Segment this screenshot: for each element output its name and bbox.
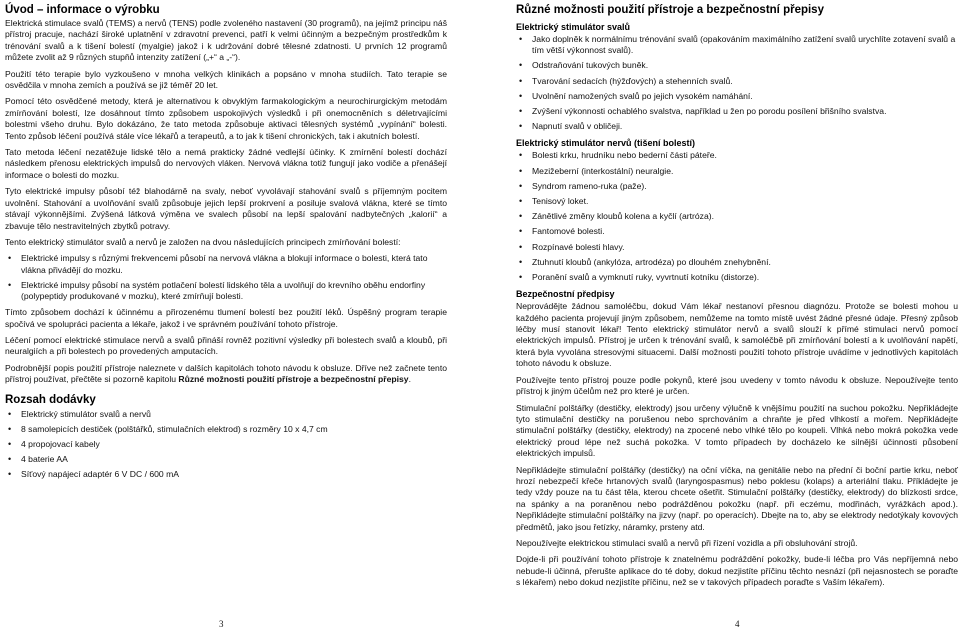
list-item [516,76,958,87]
nerve-item-6: Fantomové bolesti. [532,226,605,237]
list-item [516,272,958,283]
page-number-left: 3 [219,619,224,629]
list-item [5,439,447,450]
right-title: Různé možnosti použití přístroje a bezpečnostní přepisy [516,4,824,16]
nerve-item-4: Tenisový loket. [532,196,589,207]
detail-end: . [408,374,411,385]
bullet-icon: • [519,150,523,161]
safety-paragraph-4: Nepřikládejte stimulační polštářky (destičky) na oční víčka, na genitálie nebo na přední či boční partie krku, neboť hrozí nebezpečí křeče hrtanových svalů (laryngospasmus) nebo poklesu (kolaps) a arteriální tlaku. Příkládejte je tedy vždy pouze na tu část těla, kterou chcete ošetřit. Stimulační polštářky (destičky, elektrody) do blízkosti srdce, na spánky a na poraněnou nebo podrážděnou pokožku (např. při eczému, modřinách, vyrážkách apod.). Nepřikládejte stimulační polštářky na jizvy (např. po operacích). Dbejte na to, aby se elektrody nedotýkaly kovových předmětů, jako jsou řetízky, náramky, prsteny atd. [516,464,958,532]
muscle-item-4: Uvolnění namožených svalů po jejich vysokém namáhání. [532,90,753,101]
muscle-item-2: Odstraňování tukových buněk. [532,60,649,71]
bullet-icon: • [519,121,523,132]
intro-paragraph-2: Použití této terapie bylo vyzkoušeno v mnoha velkých klinikách a popsáno v mnoha studiích. Tato terapie se osvědčila v mnoha zemích a používá se již téměř 20 let. [5,68,447,91]
muscle-item-1: Jako doplněk k normálnímu trénování svalů (opakováním maximálního zatížení svalů urychlíte zotavení svalů a tím větší výkonnost svalů). [532,34,956,56]
list-item [516,196,958,207]
after-paragraph-1: Tímto způsobem dochází k účinnému a přirozenému tlumení bolestí bez použití léků. Úspěšný program terapie spočívá ve spolupráci pacienta a lékaře, jakož i ve správném používání tohoto přístroje. [5,307,447,329]
list-item [5,253,447,275]
bullet-icon: • [8,438,12,449]
bullet-icon: • [519,272,523,283]
list-item [5,280,447,302]
list-item [516,211,958,222]
muscle-item-3: Tvarování sedacích (hýžďových) a stehenních svalů. [532,75,733,86]
scope-item-5: Síťový napájecí adaptér 6 V DC / 600 mA [21,469,179,480]
muscle-list [516,34,958,132]
bullet-icon: • [519,196,523,207]
intro-paragraph-5: Tyto elektrické impulsy působí též blahodárně na svaly, neboť vyvolávají stahování svalů s příjemným pocitem uvolnění. Stahování a uvolňování svalů způsobuje jejich lepší prokrvení a posiluje svalová vlákna, které se tímto stávají výkonnějšími. Zvýšená látková výměna ve svalech působí na lepší spalování nadbytečných „kalorií“ a zbavuje tělo nestravitelných zbytků potravy. [5,186,447,231]
list-item [516,34,958,56]
bullet-icon: • [519,106,523,117]
detail-text: Podrobnější popis použití přístroje naleznete v dalších kapitolách tohoto návodu k obsluze. Dříve než začnete tento přístroj používat, přečtěte si pozorně kapitolu [5,362,447,385]
bullet-icon: • [8,454,12,465]
list-item [516,106,958,117]
principle-text-1: Elektrické impulsy s různými frekvencemi působí na nervová vlákna a blokují informace o bolesti, která tato vlákna přivádějí do mozku. [21,253,428,275]
principles-list [5,253,447,302]
bullet-icon: • [8,408,12,419]
principle-text-2: Elektrické impulsy působí na systém potlačení bolestí lidského těla a uvolňují do krevního oběhu endorfiny (polypeptidy produkované v mozku), které zmírňují bolesti. [21,279,426,301]
nerve-item-8: Ztuhnutí kloubů (ankylóza, artrodéza) po dlouhém znehybnění. [532,256,771,267]
right-column [516,0,958,594]
list-item [516,181,958,192]
list-item [5,469,447,480]
bullet-icon: • [8,279,12,290]
scope-item-3: 4 propojovací kabely [21,438,100,449]
detail-paragraph [5,363,447,386]
detail-bold-reference: Různé možnosti použití přístroje a bezpečnostní přepisy [178,374,409,385]
bullet-icon: • [8,469,12,480]
nerve-item-1: Bolesti krku, hrudníku nebo bederní části páteře. [532,150,717,161]
list-item [516,166,958,177]
bullet-icon: • [519,90,523,101]
bullet-icon: • [519,256,523,267]
bullet-icon: • [8,423,12,434]
list-item [516,121,958,132]
intro-paragraph-4: Tato metoda léčení nezatěžuje lidské tělo a nemá prakticky žádné vedlejší účinky. K zmírnění bolestí dochází následkem přenosu elektrických impulsů do nervových vláken. Nervová vlákna totiž fungují jako vodiče a přenášejí informace o bolesti do mozku. [5,147,447,180]
bullet-icon: • [519,180,523,191]
list-item [516,226,958,237]
safety-paragraph-5: Nepoužívejte elektrickou stimulaci svalů a nervů při řízení vozidla a při obsluhování strojů. [516,537,858,548]
muscle-stimulator-title: Elektrický stimulátor svalů [516,22,631,32]
list-item [516,257,958,268]
bullet-icon: • [519,60,523,71]
safety-paragraph-1: Neprovádějte žádnou samoléčbu, dokud Vám lékař nestanoví přesnou diagnózu. Protože se bolesti mohou u každého pacienta projevují jiným způsobem, nemůžeme na tomto místě uvést žádné přesné údaje. Přesný způsob léčby musí stanovit lékař! Tento elektrický stimulátor nervů a svalů slouží k přímé stimulaci nervů pomocí elektrických impulsů. Přístroj je určen k trénování svalů, k samoléčbě při zmírňování bolestí a k uvolňování napětí, která byla vyvolána stresovými situacemi. Další možnosti použití tohoto přístroje uvádíme v jednotlivých kapitolách tohoto návodu k obsluze. [516,301,958,369]
bullet-icon: • [519,75,523,86]
list-item [516,60,958,71]
scope-item-2: 8 samolepicích destiček (polštářků, stimulačních elektrod) s rozměry 10 x 4,7 cm [21,423,328,434]
nerve-item-7: Rozpínavé bolesti hlavy. [532,241,625,252]
list-item [5,454,447,465]
left-title: Úvod – informace o výrobku [5,4,160,16]
bullet-icon: • [519,165,523,176]
safety-title: Bezpečnostní předpisy [516,289,615,300]
safety-paragraph-6: Dojde-li při používání tohoto přístroje k znatelnému podráždění pokožky, bude-li léčba pro Vás nepříjemná nebo nebude-li účinná, přerušte aplikace do té doby, dokud nezjistíte příčinu těchto nesnází (při nejasnostech se poraďte s lékařem) nebo dokud nezjistíte příčinu, než se v takových případech poraďte s Vaším lékařem). [516,554,958,588]
scope-list [5,409,447,481]
intro-paragraph-1: Elektrická stimulace svalů (TEMS) a nervů (TENS) podle zvoleného nastavení (30 programů), na jejímž principu náš přístroj pracuje, nachází široké uplatnění v zdravotní prevenci, patří k velmi účinným a bezpečným prostředkům k trénování svalů a k tišení bolestí (myalgie) jakož i k udržování dobré tělesné zdatnosti. U prvních 12 programů můžete zvolit až 9 různých stupňů intenzity zatížení („+“ a „-“). [5,18,447,63]
list-item [516,242,958,253]
list-item [5,409,447,420]
nerve-item-2: Mezižeberní (interkostální) neuralgie. [532,165,674,176]
scope-title: Rozsah dodávky [5,393,96,406]
bullet-icon: • [519,226,523,237]
page-number-right: 4 [735,619,740,629]
muscle-item-6: Napnutí svalů v obličeji. [532,121,623,132]
intro-paragraph-6: Tento elektrický stimulátor svalů a nervů je založen na dvou následujících principech zmírňování bolestí: [5,236,401,247]
bullet-icon: • [519,211,523,222]
intro-paragraph-3: Pomocí této osvědčené metody, která je alternativou k obvyklým farmakologickým a neurochirurgickým metodám zmírňování bolestí, lze dosáhnout tímto způsobem uspokojivých výsledků i při onemocněních s déletrvajícími bolestmi všeho druhu. Bylo dokázáno, že tato metoda způsobuje aktivaci tělesných systémů „vypínání“ bolesti. Tento způsob léčení používá stále více lékařů a terapeutů, a to jak k tišení chronických, tak i akutních bolestí. [5,96,447,141]
scope-item-4: 4 baterie AA [21,454,68,465]
list-item [5,424,447,435]
left-column [5,0,447,486]
nerve-item-9: Poranění svalů a vymknutí ruky, vyvrtnutí kotníku (distorze). [532,272,760,283]
bullet-icon: • [8,253,12,264]
nerve-list [516,150,958,283]
muscle-item-5: Zvýšení výkonnosti ochablého svalstva, například u žen po porodu posílení břišního svalstva. [532,106,887,117]
list-item [516,150,958,161]
after-paragraph-2: Léčení pomocí elektrické stimulace nervů a svalů přináší rovněž pozitivní výsledky při bolestech svalů a kloubů, při neuralgiích a při bolestech po provedených amputacích. [5,334,447,357]
bullet-icon: • [519,34,523,44]
scope-item-1: Elektrický stimulátor svalů a nervů [21,408,151,419]
safety-paragraph-2: Používejte tento přístroj pouze podle pokynů, které jsou uvedeny v tomto návodu k obsluze. Nepoužívejte tento přístroj k jiným účelům než pro které je určen. [516,374,958,397]
bullet-icon: • [519,241,523,252]
safety-paragraph-3: Stimulační polštářky (destičky, elektrody) jsou určeny výlučně k vnějšímu použití na suchou pokožku. Nepřikládejte tyto stimulační destičky na porušenou nebo sprchováním a chraňte je před vlhkostí a mořem. Nepřikládejte stimulační polštářky (destičky, elektrody) na zpocené nebo vlhké tělo po koupeli. Vlhká nebo mokrá pokožka vede elektrický proud lépe než suchá pokožka. V tomto případech by docházelo ke silnější účinnosti působení elektrických impulsů. [516,402,958,459]
nerve-item-5: Zánětlivé změny kloubů kolena a kyčlí (artróza). [532,211,714,222]
list-item [516,91,958,102]
nerve-item-3: Syndrom rameno-ruka (paže). [532,180,647,191]
nerve-stimulator-title: Elektrický stimulátor nervů (tišení bolestí) [516,138,696,149]
